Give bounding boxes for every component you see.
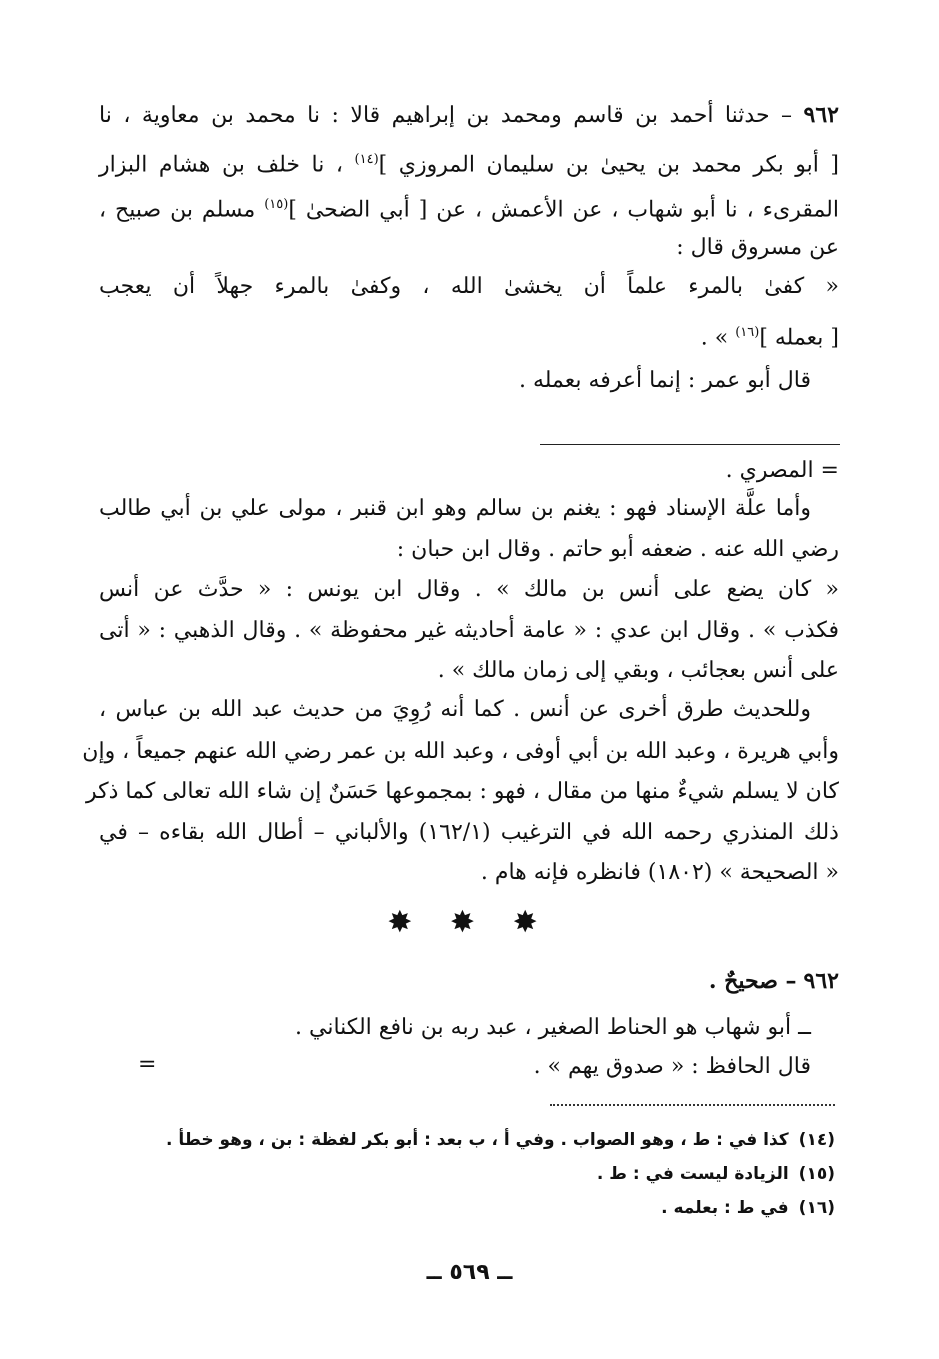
grading-line: قال الحافظ : « صدوق يهم » .: [533, 1054, 811, 1079]
hadith-line-1: [99, 100, 839, 131]
hadith-line-3: [99, 190, 839, 225]
grading-heading: [99, 966, 839, 997]
continuation-mark: =: [138, 1052, 157, 1077]
grading-verdict: – صحيحٌ .: [708, 968, 797, 994]
footnote: [661, 1195, 835, 1221]
quote-text: » .: [700, 325, 729, 351]
footnote-ref: (١٤): [354, 152, 379, 167]
grading-line: ــ أبو شهاب هو الحناط الصغير ، عبد ربه بن نافع الكناني .: [295, 1015, 811, 1040]
commentary-line: وأما علَّة الإسناد فهو : يغنم بن سالم وهو ابن قنبر ، مولى علي بن أبي طالب: [99, 496, 811, 521]
hadith-number: ٩٦٢: [803, 102, 839, 128]
quote-text: « كفىٰ بالمرء علماً أن يخشىٰ الله ، وكفىٰ بالمرء جهلاً أن يعجب: [99, 274, 839, 299]
hadith-line-4: [99, 233, 839, 263]
hadith-text: مسلم بن صبيح ،: [99, 197, 256, 223]
footnote: [597, 1161, 835, 1187]
hadith-line-5: [99, 272, 839, 302]
hadith-text: قال أبو عمر : إنما أعرفه بعمله .: [518, 368, 811, 393]
hadith-text: [ أبو بكر محمد بن يحيىٰ بن سليمان المروزي ]: [378, 152, 840, 178]
footnote-number: (١٦): [798, 1198, 835, 1218]
commentary-line: « الصحيحة » (١٨٠٢) فانظره فإنه هام .: [480, 860, 839, 885]
footnote: [166, 1127, 835, 1153]
section-divider: [540, 444, 840, 445]
separator-stars: ✸ ✸ ✸: [387, 905, 552, 940]
footnote-number: (١٥): [798, 1164, 835, 1184]
footnote-ref: (١٥): [264, 197, 289, 212]
footnote-text: كذا في : ط ، وهو الصواب . وفي أ ، ب بعد : أبو بكر لفظة : بن ، وهو خطأ .: [166, 1130, 789, 1150]
quote-text: [ بعمله ]: [759, 325, 839, 351]
commentary-line: وأبي هريرة ، وعبد الله بن أبي أوفى ، وعبد الله بن عمر رضي الله عنهم جميعاً ، وإن: [82, 739, 839, 764]
page-number: ــ ٥٦٩ ــ: [426, 1260, 513, 1285]
commentary-line: على أنس بعجائب ، وبقي إلى زمان مالك » .: [437, 658, 839, 683]
grading-number: ٩٦٢: [803, 968, 839, 994]
commentary-line: ذلك المنذري رحمه الله في الترغيب (١٦٢/١) والألباني – أطال الله بقاءه – في: [99, 820, 839, 845]
commentary-line: = المصري .: [725, 458, 839, 483]
footnote-ref: (١٦): [735, 325, 760, 340]
footnote-text: الزيادة ليست في : ط .: [596, 1164, 789, 1184]
footnote-divider: [550, 1104, 835, 1106]
footnote-number: (١٤): [798, 1130, 835, 1150]
commentary-line: فكذب » . وقال ابن عدي : « عامة أحاديثه غير محفوظة » . وقال الذهبي : « أتى: [99, 618, 839, 643]
hadith-text: المقرىء ، نا أبو شهاب ، عن الأعمش ، عن [ أبي الضحىٰ ]: [288, 197, 839, 223]
hadith-line-6: [99, 318, 839, 353]
hadith-line-7: [111, 366, 811, 396]
hadith-text: – حدثنا أحمد بن قاسم ومحمد بن إبراهيم قالا : نا محمد بن معاوية ، نا: [99, 103, 793, 128]
hadith-text: عن مسروق قال :: [676, 235, 839, 260]
commentary-line: وللحديث طرق أخرى عن أنس . كما أنه رُوِيَ من حديث عبد الله بن عباس ،: [99, 697, 811, 722]
commentary-line: كان لا يسلم شيءٌ منها من مقال ، فهو : بمجموعها حَسَنٌ إن شاء الله تعالى كما ذكر: [86, 779, 839, 804]
hadith-text: ، نا خلف بن هشام البزار: [99, 152, 343, 178]
hadith-line-2: [99, 145, 839, 180]
commentary-line: رضي الله عنه . ضعفه أبو حاتم . وقال ابن حبان :: [396, 537, 839, 562]
commentary-line: « كان يضع على أنس بن مالك » . وقال ابن يونس : « حدَّث عن أنس: [99, 577, 839, 602]
footnote-text: في ط : بعلمه .: [661, 1198, 789, 1218]
